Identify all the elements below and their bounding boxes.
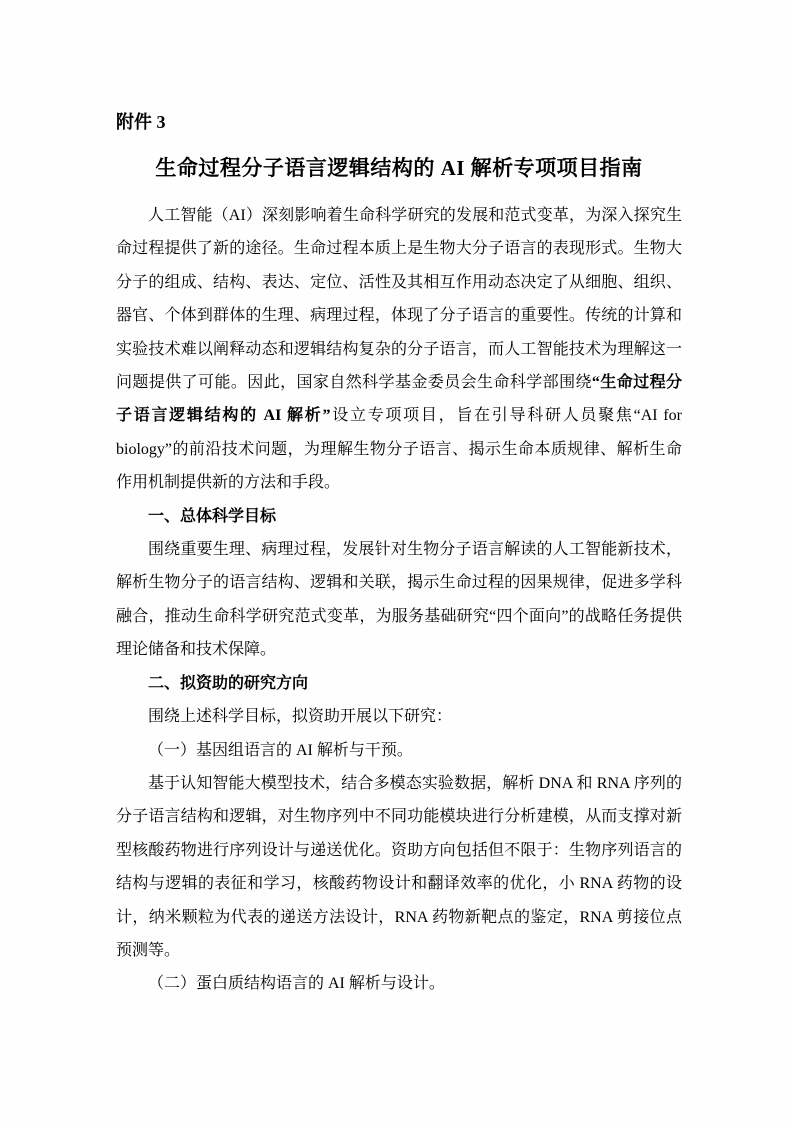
document-title: 生命过程分子语言逻辑结构的 AI 解析专项项目指南: [155, 156, 643, 180]
section-2-item-1-heading: （一）基因组语言的 AI 解析与干预。: [148, 741, 413, 759]
intro-text-after-bold: 设立专项项目，旨在引导科研人员聚焦“AI for biology”的前沿技术问题，为理解生物分子语言、揭示生命本质规律、解析生命作用机制提供新的方法和手段。: [116, 407, 682, 492]
intro-text-before-bold: 人工智能（AI）深刻影响着生命科学研究的发展和范式变革，为深入探究生命过程提供了新的途径。生命过程本质上是生物大分子语言的表现形式。生物大分子的组成、结构、表达、定位、活性及其相互作用动态决定了从细胞、组织、器官、个体到群体的生理、病理过程，体现了分子语言的重要性。传统的计算和实验技术难以阐释动态和逻辑结构复杂的分子语言，而人工智能技术为理解这一问题提供了可能。因此，国家自然科学基金委员会生命科学部围绕: [116, 207, 682, 392]
document-body: [116, 199, 682, 1001]
section-2-item-2-heading: （二）蛋白质结构语言的 AI 解析与设计。: [148, 975, 445, 993]
intro-paragraph: [116, 199, 682, 500]
section-2-lead: 围绕上述科学目标，拟资助开展以下研究：: [148, 708, 453, 726]
section-2-item-1-paragraph: 基于认知智能大模型技术，结合多模态实验数据，解析 DNA 和 RNA 序列的分子语言结构和逻辑，对生物序列中不同功能模块进行分析建模，从而支撑对新型核酸药物进行序列设计与递送优化。资助方向包括但不限于：生物序列语言的结构与逻辑的表征和学习，核酸药物设计和翻译效率的优化，小 RNA 药物的设计，纳米颗粒为代表的递送方法设计，RNA 药物新靶点的鉴定，RNA 剪接位点预测等。: [116, 774, 682, 959]
section-2-heading: 二、拟资助的研究方向: [148, 674, 309, 692]
intro-bold-phrase: “生命过程分子语言逻辑结构的 AI 解析”: [116, 374, 682, 425]
document-content: [116, 0, 682, 1001]
section-1-paragraph: 围绕重要生理、病理过程，发展针对生物分子语言解读的人工智能新技术，解析生物分子的语言结构、逻辑和关联，揭示生命过程的因果规律，促进多学科融合，推动生命科学研究范式变革，为服务基础研究“四个面向”的战略任务提供理论储备和技术保障。: [116, 541, 682, 659]
attachment-label: 附件 3: [116, 112, 166, 132]
section-1-heading: 一、总体科学目标: [148, 507, 277, 525]
